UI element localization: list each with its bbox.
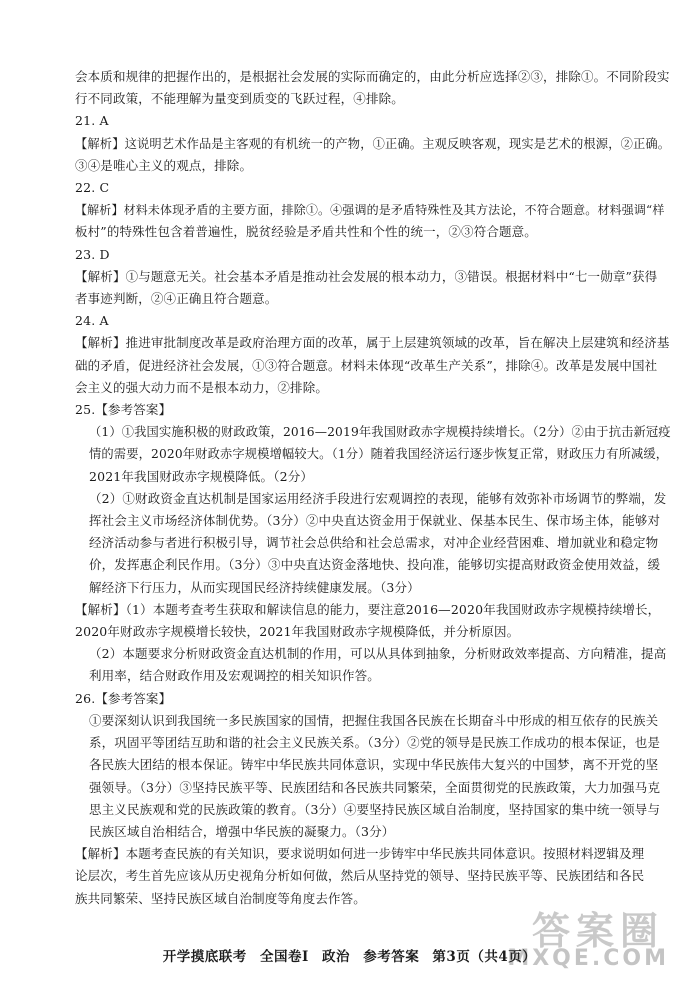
text-line: 价，发挥惠企利民作用。（3分）③中央直达资金落地快、投向准，能够切实提高财政资金使用效益，缓 [89,557,661,573]
text-line: 【解析】本题考查民族的有关知识，要求说明如何进一步铸牢中华民族共同体意识。按照材料逻辑及理 [75,846,645,862]
text-line: （2）本题要求分析财政资金直达机制的作用，可以从具体到抽象，分析财政效率提高、方向精准，提高 [89,646,667,662]
text-line: 【解析】推进审批制度改革是政府治理方面的改革，属于上层建筑领域的改革，旨在解决上层建筑和经济基 [75,335,670,351]
text-line: 26.【参考答案】 [75,690,172,706]
text-line: ③④是唯心主义的观点，排除。 [75,157,253,173]
watermark-logo-text: 答案圈 [531,909,664,953]
page-footer [0,945,699,965]
footer-subject: 政治 [322,949,351,965]
text-line: 2020年财政赤字规模增长较快，2021年我国财政赤字规模降低，并分析原因。 [75,624,520,640]
text-line: 【解析】（1）本题考查考生获取和解读信息的能力，要注意2016—2020年我国财政赤字规模持续增长， [75,601,661,617]
answer-body [75,66,675,910]
footer-page: 第3页（共4页） [432,949,537,965]
text-line: 民族区域自治相结合，增强中华民族的凝聚力。（3分） [89,823,395,839]
text-line: 【解析】①与题意无关。社会基本矛盾是推动社会发展的根本动力，③错误。根据材料中“七一勋章”获得 [75,268,658,284]
text-line: 挥社会主义市场经济体制优势。（3分）②中央直达资金用于保就业、保基本民生、保市场主体，能够对 [89,513,661,529]
text-line: 者事迹判断，②④正确且符合题意。 [75,291,278,307]
text-line: ①要深刻认识到我国统一多民族国家的国情，把握住我国各民族在长期奋斗中形成的相互依存的民族关 [89,712,659,728]
text-line: 情的需要，2020年财政赤字规模增幅较大。（1分）随着我国经济运行逐步恢复正常，财政压力有所减缓， [89,447,669,462]
text-line: 22. C [75,180,110,196]
text-line: 会主义的强大动力而不是根本动力，②排除。 [75,379,329,395]
text-line: 【解析】这说明艺术作品是主客观的有机统一的产物，①正确。主观反映客观，现实是艺术的根源，②正确。 [75,136,671,151]
text-line: （1）①我国实施积极的财政政策，2016—2019年我国财政赤字规模持续增长。（2分）②由于抗击新冠疫 [89,425,671,440]
text-line: 25.【参考答案】 [75,402,172,418]
text-line: 【解析】材料未体现矛盾的主要方面，排除①。④强调的是矛盾特殊性及其方法论，不符合题意。材料强调“样 [75,203,665,218]
text-line: 会本质和规律的把握作出的，是根据社会发展的实际而确定的，由此分析应选择②③，排除①。不同阶段实 [75,69,670,84]
text-line: 利用率，结合财政作用及宏观调控的相关知识作答。 [89,668,380,684]
footer-paper: 全国卷Ⅰ [259,949,309,965]
text-line: 强领导。（3分）③坚持民族平等、民族团结和各民族共同繁荣，全面贯彻党的民族政策，大力加强马克 [89,779,661,795]
text-line: 系，巩固平等团结互助和谐的社会主义民族关系。（3分）②党的领导是民族工作成功的根本保证，也是 [89,735,661,751]
text-line: 族共同繁荣、坚持民族区域自治制度等角度去作答。 [75,890,366,906]
text-line: 21. A [75,113,109,129]
text-line: 24. A [75,313,109,329]
text-line: （2）①财政资金直达机制是国家运用经济手段进行宏观调控的表现，能够有效弥补市场调节的弊端，发 [89,490,667,506]
text-line: 经济活动参与者进行积极引导，调节社会总供给和社会总需求，对冲企业经营困难、增加就业和稳定物 [89,535,659,551]
text-line: 行不同政策，不能理解为量变到质变的飞跃过程，④排除。 [75,91,404,107]
text-line: 论层次，考生首先应该从历史视角分析如何做，然后从坚持党的领导、坚持民族平等、民族团结和各民 [75,868,645,884]
text-line: 解经济下行压力，从而实现国民经济持续健康发展。（3分） [89,579,420,595]
text-line: 思主义民族观和党的民族政策的教育。（3分）④要坚持民族区域自治制度，坚持国家的集中统一领导与 [89,801,661,817]
text-line: 各民族大团结的根本保证。铸牢中华民族共同体意识，实现中华民族伟大复兴的中国梦，离不开党的坚 [89,757,659,773]
text-line: 础的矛盾，促进经济社会发展，①③符合题意。材料未体现“改革生产关系”，排除④。改革是发展中国社 [75,357,658,373]
text-line: 板村”的特殊性包含着普遍性，脱贫经验是矛盾共性和个性的统一，②③符合题意。 [75,224,537,240]
footer-exam: 开学摸底联考 [162,949,247,965]
footer-type: 参考答案 [363,949,420,965]
watermark-logo-url: MXQE.COM [507,946,669,971]
text-line: 2021年我国财政赤字规模降低。（2分） [89,468,314,484]
text-line: 23. D [75,246,110,262]
